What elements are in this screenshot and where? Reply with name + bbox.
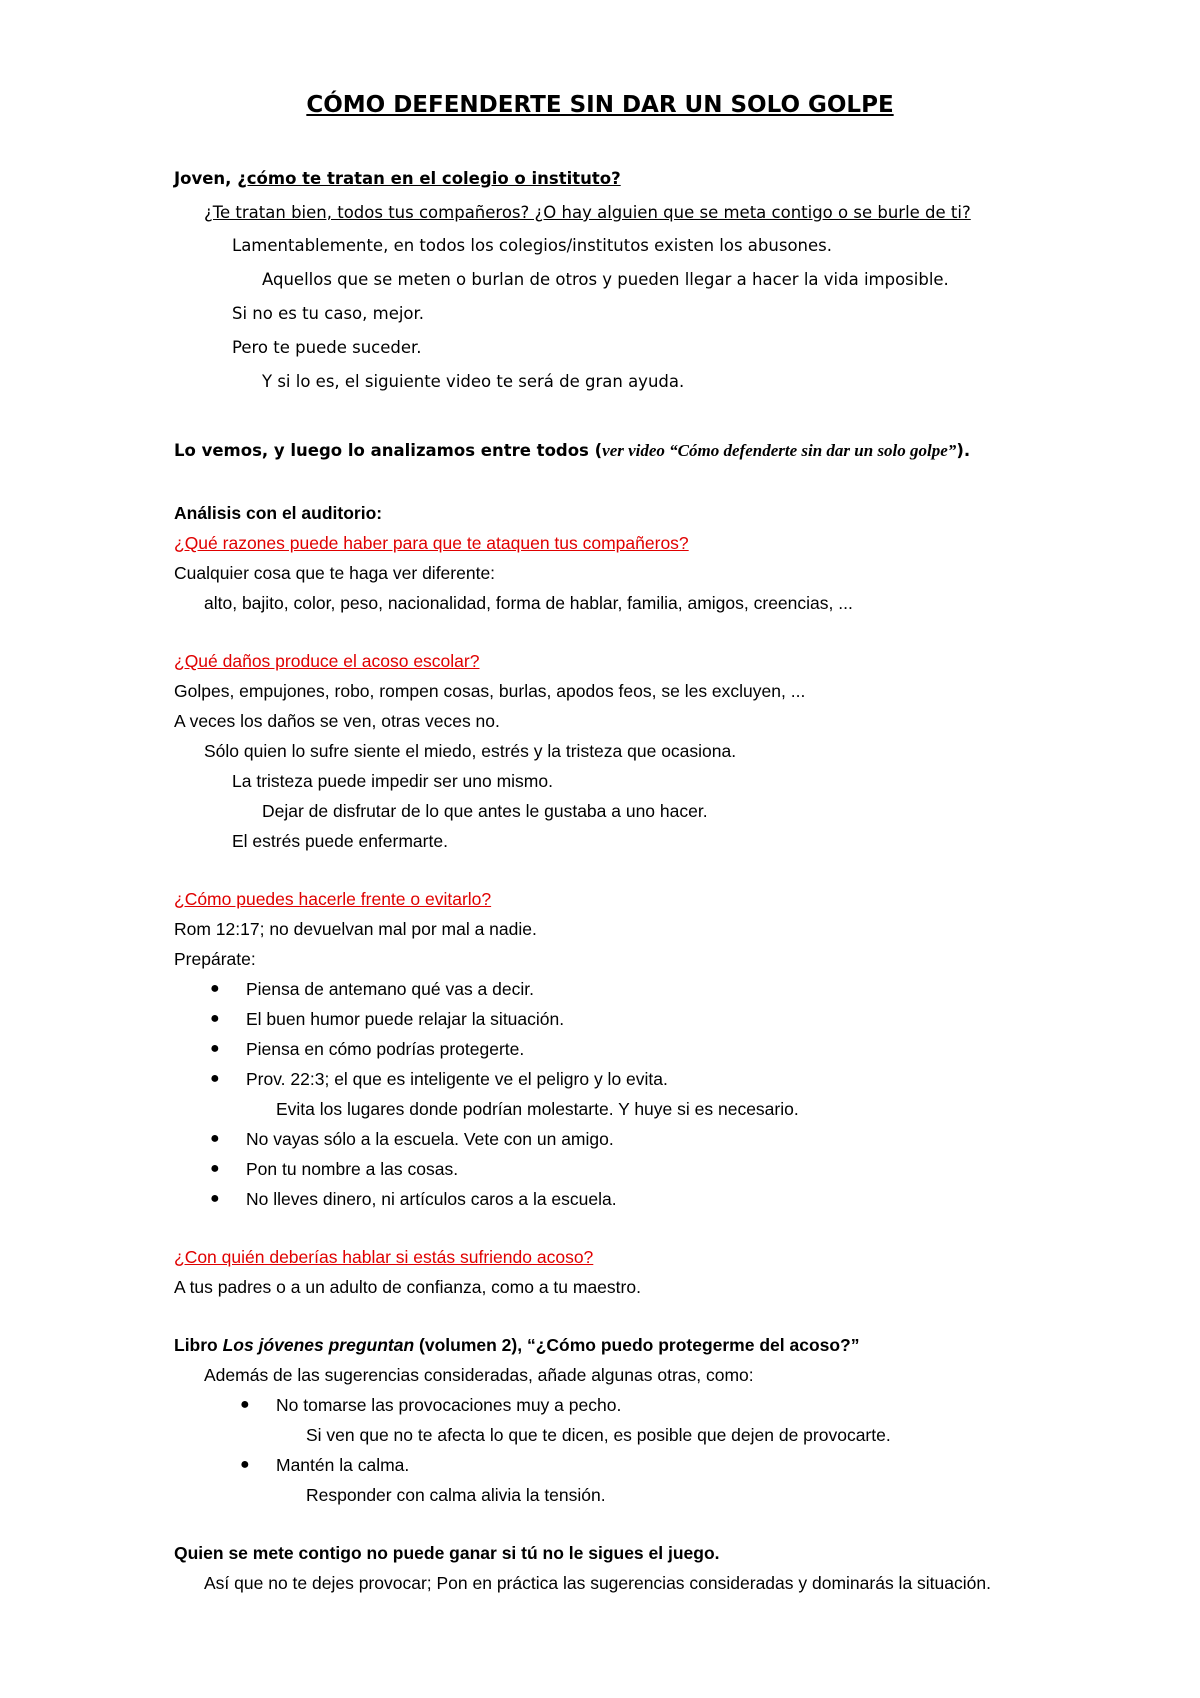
intro-line-1 [174,170,621,189]
bullet-icon: ● [210,1190,220,1207]
face-line-1: Rom 12:17; no devuelvan mal por mal a nadie. [174,919,537,939]
closing-heading: Quien se mete contigo no puede ganar si tú no le sigues el juego. [174,1543,720,1563]
book-prefix: Libro [174,1335,223,1355]
book-bullet-2: Mantén la calma. [276,1455,410,1475]
damages-line-2: A veces los daños se ven, otras veces no. [174,711,500,731]
question-reasons: ¿Qué razones puede haber para que te ataquen tus compañeros? [174,533,689,553]
document-title: CÓMO DEFENDERTE SIN DAR UN SOLO GOLPE [306,92,894,118]
intro-line-3: Lamentablemente, en todos los colegios/institutos existen los abusones. [232,236,832,255]
bullet-icon: ● [210,980,220,997]
damages-line-3: Sólo quien lo sufre siente el miedo, estrés y la tristeza que ocasiona. [204,741,737,761]
bullet-sub-item: Evita los lugares donde podrían molestarte. Y huye si es necesario. [276,1099,799,1119]
analysis-heading: Análisis con el auditorio: [174,503,383,523]
video-line [174,441,970,461]
damages-line-6: El estrés puede enfermarte. [232,831,448,851]
bullet-icon: ● [210,1010,220,1027]
intro-line-2: ¿Te tratan bien, todos tus compañeros? ¿O hay alguien que se meta contigo o se burle de ti? [204,203,971,222]
talk-line-1: A tus padres o a un adulto de confianza, como a tu maestro. [174,1277,641,1297]
question-damages: ¿Qué daños produce el acoso escolar? [174,651,480,671]
bullet-icon: ● [240,1396,250,1413]
video-line-end: ). [956,441,971,460]
intro-line-4: Aquellos que se meten o burlan de otros y pueden llegar a hacer la vida imposible. [262,270,949,289]
book-chapter: (volumen 2), “¿Cómo puedo protegerme del acoso?” [414,1335,860,1355]
book-heading [174,1335,860,1355]
question-how-to-face: ¿Cómo puedes hacerle frente o evitarlo? [174,889,492,909]
book-bullet-1-sub: Si ven que no te afecta lo que te dicen, es posible que dejen de provocarte. [306,1425,891,1445]
bullet-icon: ● [210,1070,220,1087]
bullet-item-6: Pon tu nombre a las cosas. [246,1159,459,1179]
bullet-item-7: No lleves dinero, ni artículos caros a la escuela. [246,1189,617,1209]
bullet-item-3: Piensa en cómo podrías protegerte. [246,1039,525,1059]
book-title: Los jóvenes preguntan [222,1335,415,1355]
video-reference: ver video “Cómo defenderte sin dar un solo golpe” [602,441,957,460]
bullet-item-5: No vayas sólo a la escuela. Vete con un amigo. [246,1129,614,1149]
reasons-line-1: Cualquier cosa que te haga ver diferente: [174,563,496,583]
closing-paragraph: Así que no te dejes provocar; Pon en práctica las sugerencias consideradas y dominarás la situación. [204,1573,991,1593]
damages-line-5: Dejar de disfrutar de lo que antes le gustaba a uno hacer. [262,801,708,821]
bullet-icon: ● [240,1456,250,1473]
bullet-icon: ● [210,1160,220,1177]
bullet-item-4: Prov. 22:3; el que es inteligente ve el peligro y lo evita. [246,1069,668,1089]
bullet-item-1: Piensa de antemano qué vas a decir. [246,979,534,999]
book-bullet-2-sub: Responder con calma alivia la tensión. [306,1485,606,1505]
book-line-1: Además de las sugerencias consideradas, añade algunas otras, como: [204,1365,754,1385]
bullet-icon: ● [210,1040,220,1057]
damages-line-4: La tristeza puede impedir ser uno mismo. [232,771,553,791]
intro-line-6: Pero te puede suceder. [232,338,422,357]
question-who-to-talk: ¿Con quién deberías hablar si estás sufriendo acoso? [174,1247,594,1267]
bullet-icon: ● [210,1130,220,1147]
intro-line-1-question: ¿cómo te tratan en el colegio o instituto? [237,169,621,188]
book-bullet-1: No tomarse las provocaciones muy a pecho. [276,1395,622,1415]
intro-line-5: Si no es tu caso, mejor. [232,304,425,323]
damages-line-1: Golpes, empujones, robo, rompen cosas, burlas, apodos feos, se les excluyen, ... [174,681,806,701]
bullet-item-2: El buen humor puede relajar la situación. [246,1009,565,1029]
video-line-text: Lo vemos, y luego lo analizamos entre todos ( [174,441,603,460]
intro-line-1-prefix: Joven, [174,169,238,188]
intro-line-7: Y si lo es, el siguiente video te será de gran ayuda. [262,372,685,391]
face-line-2: Prepárate: [174,949,256,969]
reasons-line-2: alto, bajito, color, peso, nacionalidad, forma de hablar, familia, amigos, creencias, ... [204,593,853,613]
